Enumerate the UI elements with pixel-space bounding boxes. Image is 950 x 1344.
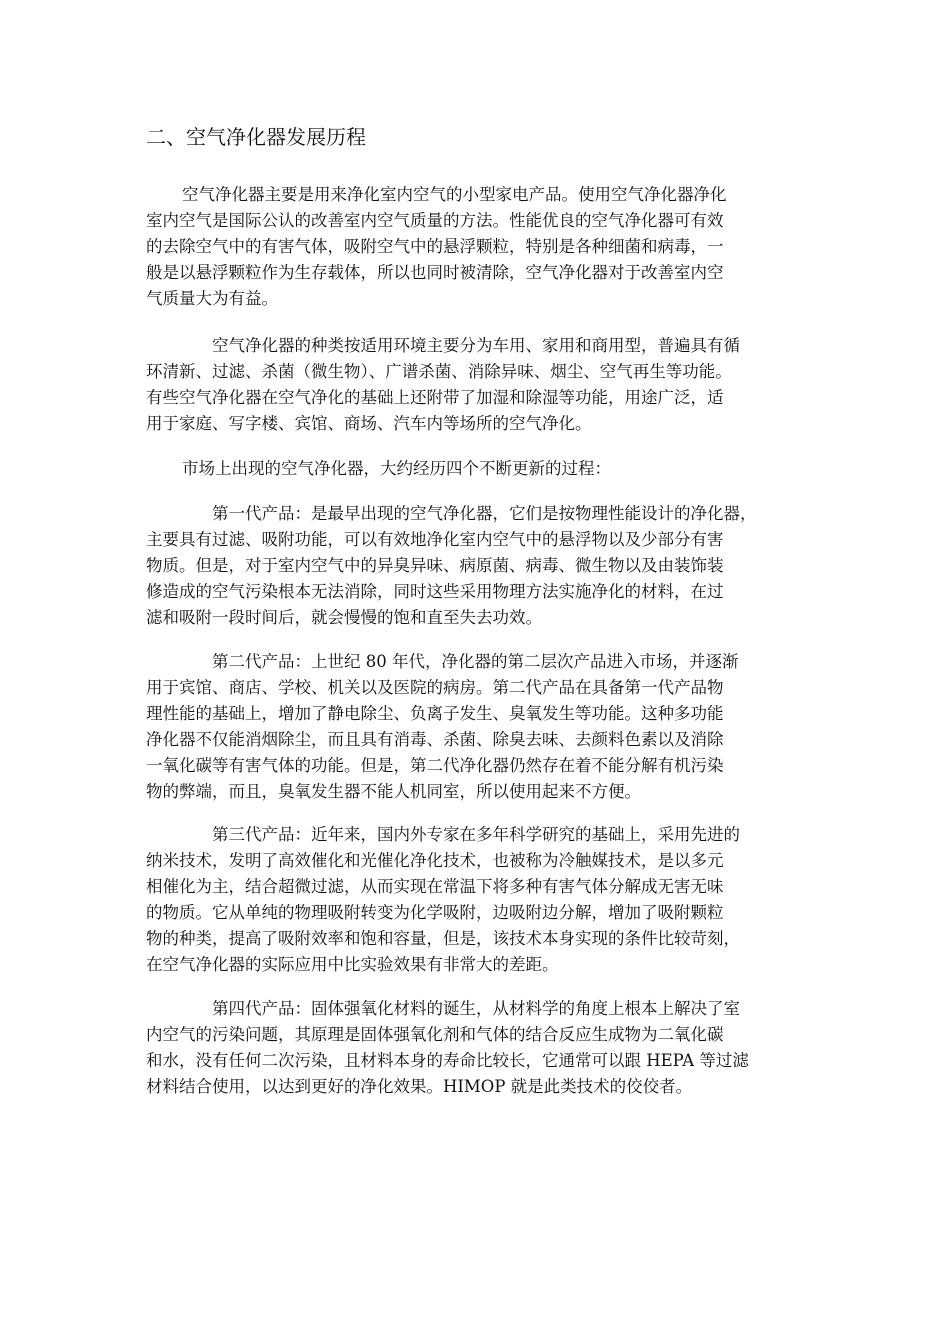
paragraph-line: 相催化为主，结合超微过滤，从而实现在常温下将多种有害气体分解成无害无味 bbox=[146, 877, 724, 896]
paragraph-line: 材料结合使用，以达到更好的净化效果。HIMOP 就是此类技术的佼佼者。 bbox=[146, 1077, 693, 1096]
paragraph-gen3 bbox=[146, 822, 822, 978]
paragraph-intro bbox=[146, 182, 822, 312]
paragraph-line: 物质。但是，对于室内空气中的异臭异味、病原菌、病毒、微生物以及由装饰装 bbox=[146, 556, 724, 575]
paragraph-line: 在空气净化器的实际应用中比实验效果有非常大的差距。 bbox=[146, 955, 559, 974]
paragraph-line: 理性能的基础上，增加了静电除尘、负离子发生、臭氧发生等功能。这种多功能 bbox=[146, 704, 724, 723]
paragraph-gen4 bbox=[146, 996, 822, 1100]
paragraph-line: 用于宾馆、商店、学校、机关以及医院的病房。第二代产品在具备第一代产品物 bbox=[146, 678, 724, 697]
paragraph-line: 环清新、过滤、杀菌（微生物）、广谱杀菌、消除异味、烟尘、空气再生等功能。 bbox=[146, 362, 732, 381]
paragraph-gen1 bbox=[146, 501, 822, 631]
paragraph-line: 空气净化器的种类按适用环境主要分为车用、家用和商用型，普遍具有循 bbox=[212, 336, 740, 355]
paragraph-line: 修造成的空气污染根本无法消除，同时这些采用物理方法实施净化的材料，在过 bbox=[146, 582, 724, 601]
paragraph-types bbox=[146, 333, 822, 437]
paragraph-market bbox=[146, 456, 822, 482]
paragraph-line: 一氧化碳等有害气体的功能。但是，第二代净化器仍然存在着不能分解有机污染 bbox=[146, 756, 724, 775]
paragraph-line: 纳米技术，发明了高效催化和光催化净化技术，也被称为冷触媒技术，是以多元 bbox=[146, 851, 724, 870]
paragraph-line: 物的弊端，而且，臭氧发生器不能人机同室，所以使用起来不方便。 bbox=[146, 782, 641, 801]
paragraph-line: 空气净化器主要是用来净化室内空气的小型家电产品。使用空气净化器净化 bbox=[182, 185, 727, 204]
paragraph-line: 和水，没有任何二次污染，且材料本身的寿命比较长，它通常可以跟 HEPA 等过滤 bbox=[146, 1051, 749, 1070]
section-heading: 二、空气净化器发展历程 bbox=[146, 125, 366, 149]
paragraph-line: 的物质。它从单纯的物理吸附转变为化学吸附，边吸附边分解，增加了吸附颗粒 bbox=[146, 903, 724, 922]
paragraph-line: 物的种类，提高了吸附效率和饱和容量，但是，该技术本身实现的条件比较苛刻， bbox=[146, 929, 740, 948]
paragraph-line: 净化器不仅能消烟除尘，而且具有消毒、杀菌、除臭去味、去颜料色素以及消除 bbox=[146, 730, 724, 749]
paragraph-line: 用于家庭、写字楼、宾馆、商场、汽车内等场所的空气净化。 bbox=[146, 414, 592, 433]
paragraph-line: 滤和吸附一段时间后，就会慢慢的饱和直至失去功效。 bbox=[146, 608, 542, 627]
paragraph-line: 气质量大为有益。 bbox=[146, 289, 278, 308]
paragraph-gen2 bbox=[146, 649, 822, 805]
paragraph-line: 第一代产品：是最早出现的空气净化器，它们是按物理性能设计的净化器， bbox=[212, 504, 757, 523]
paragraph-line: 第四代产品：固体强氧化材料的诞生，从材料学的角度上根本上解决了室 bbox=[212, 999, 740, 1018]
paragraph-line: 般是以悬浮颗粒作为生存载体，所以也同时被清除，空气净化器对于改善室内空 bbox=[146, 263, 724, 282]
paragraph-line: 第三代产品：近年来，国内外专家在多年科学研究的基础上，采用先进的 bbox=[212, 825, 740, 844]
paragraph-line: 市场上出现的空气净化器，大约经历四个不断更新的过程： bbox=[182, 459, 611, 478]
paragraph-line: 第二代产品：上世纪 80 年代，净化器的第二层次产品进入市场，并逐渐 bbox=[212, 652, 739, 671]
paragraph-line: 有些空气净化器在空气净化的基础上还附带了加湿和除湿等功能，用途广泛，适 bbox=[146, 388, 724, 407]
paragraph-line: 内空气的污染问题，其原理是固体强氧化剂和气体的结合反应生成物为二氧化碳 bbox=[146, 1025, 724, 1044]
paragraph-line: 主要具有过滤、吸附功能，可以有效地净化室内空气中的悬浮物以及少部分有害 bbox=[146, 530, 724, 549]
paragraph-line: 的去除空气中的有害气体，吸附空气中的悬浮颗粒，特别是各种细菌和病毒，一 bbox=[146, 237, 724, 256]
paragraph-line: 室内空气是国际公认的改善室内空气质量的方法。性能优良的空气净化器可有效 bbox=[146, 211, 724, 230]
